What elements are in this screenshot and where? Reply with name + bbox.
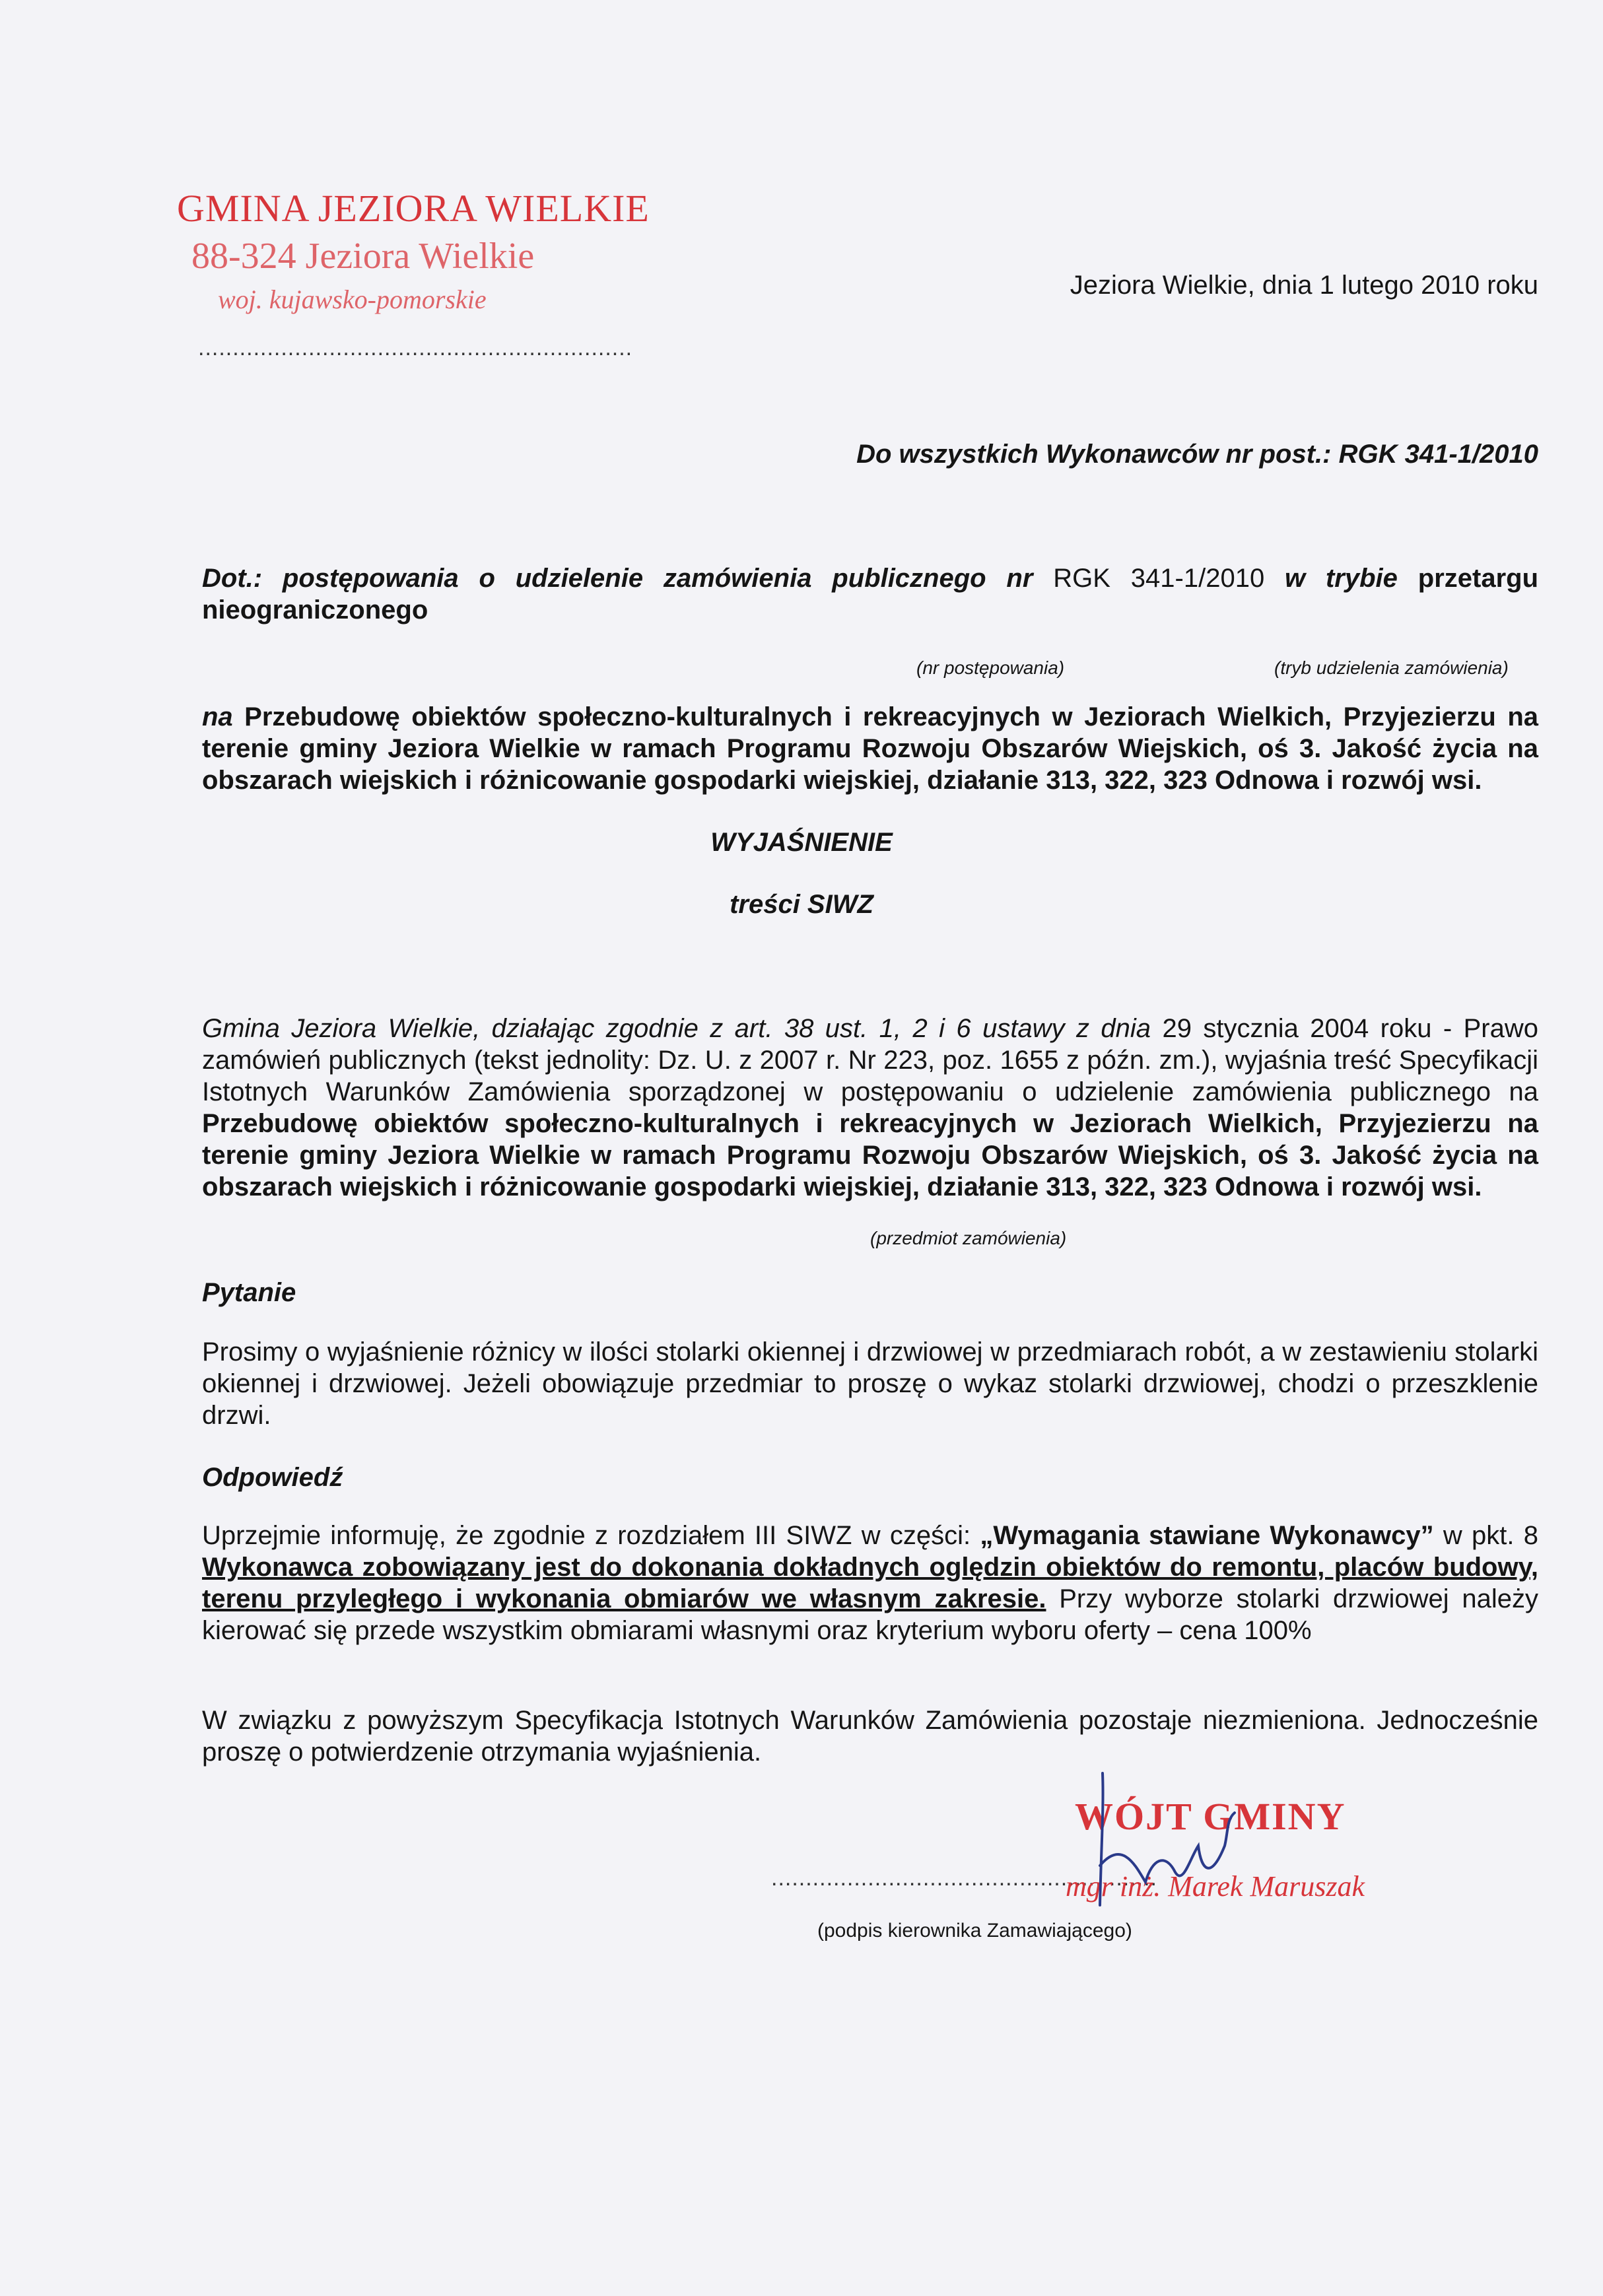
recipient-line: Do wszystkich Wykonawców nr post.: RGK 341-1/2010 <box>856 440 1538 469</box>
stamp-mayor-title: WÓJT GMINY <box>1075 1795 1346 1838</box>
subject-part-3: w trybie <box>1285 564 1398 593</box>
answer-obligation: Wykonawca zobowiązany jest do dokonania dokładnych oględzin obiektów do remontu, placów budowy, terenu przyległego i wykonania obmiarów we własnym zakresie. <box>202 1553 1538 1613</box>
main-part-1: Gmina Jeziora Wielkie, działając zgodnie z art. 38 ust. 1, 2 i 6 ustawy z dnia <box>202 1014 1151 1043</box>
project-prefix: na <box>202 702 233 731</box>
stamp-mayor-name: mgr inż. Marek Maruszak <box>1066 1870 1365 1903</box>
subject-matter-caption: (przedmiot zamówienia) <box>870 1228 1067 1248</box>
subject-part-1: Dot.: postępowania o udzielenie zamówienia publicznego nr <box>202 564 1033 593</box>
project-description: Przebudowę obiektów społeczno-kulturalnych i rekreacyjnych w Jeziorach Wielkich, Przyjezierzu na terenie gminy Jeziora Wielkie w ramach Programu Rozwoju Obszarów Wiejskich, oś 3. Jakość życia na obszarach wiejskich i różnicowanie gospodarki wiejskiej, działanie 313, 322, 323 Odnowa i rozwój wsi. <box>202 702 1538 795</box>
handwritten-signature <box>1070 1767 1281 1918</box>
stamp-postal-address: 88-324 Jeziora Wielkie <box>191 236 535 277</box>
signature-dotted-line: ........................................................ <box>771 1866 1157 1891</box>
answer-part-5: Przy wyborze stolarki drzwiowej należy kierować się przede wszystkim obmiarami własnymi oraz kryterium wyboru oferty – cena 100% <box>202 1584 1538 1645</box>
header-dotted-line: ............................................................... <box>198 335 633 360</box>
procedure-mode-caption: (tryb udzielenia zamówienia) <box>1274 658 1509 678</box>
subject-paragraph <box>202 562 1538 626</box>
main-part-2: 29 stycznia 2004 roku - Prawo zamówień publicznych (tekst jednolity: Dz. U. z 2007 r. Nr 223, poz. 1655 z późn. zm.), wyjaśnia treść Specyfikacji Istotnych Warunków Zamówienia sporządzonej w postępowaniu o udzielenie zamówienia publicznego na <box>202 1014 1538 1106</box>
question-heading: Pytanie <box>202 1278 296 1307</box>
answer-section-name: „Wymagania stawiane Wykonawcy” <box>980 1521 1434 1550</box>
main-part-3: Przebudowę obiektów społeczno-kulturalnych i rekreacyjnych w Jeziorach Wielkich, Przyjezierzu na terenie gminy Jeziora Wielkie w ramach Programu Rozwoju Obszarów Wiejskich, oś 3. Jakość życia na obszarach wiejskich i różnicowanie gospodarki wiejskiej, działanie 313, 322, 323 Odnowa i rozwój wsi. <box>202 1109 1538 1201</box>
subject-case-number: RGK 341-1/2010 <box>1033 564 1285 593</box>
main-paragraph <box>202 1013 1538 1203</box>
project-paragraph <box>202 701 1538 796</box>
date-line: Jeziora Wielkie, dnia 1 lutego 2010 roku <box>1070 271 1538 300</box>
subject-procedure: przetargu nieograniczonego <box>202 564 1539 625</box>
signature-caption: (podpis kierownika Zamawiającego) <box>817 1920 1132 1941</box>
answer-paragraph <box>202 1520 1538 1646</box>
document-title: WYJAŚNIENIE <box>710 828 893 857</box>
case-number-caption: (nr postępowania) <box>916 658 1065 678</box>
stamp-municipality-name: GMINA JEZIORA WIELKIE <box>177 187 650 230</box>
answer-part-3: w pkt. 8 <box>1433 1521 1539 1550</box>
document-subtitle: treści SIWZ <box>730 890 873 919</box>
closing-paragraph: W związku z powyższym Specyfikacja Istotnych Warunków Zamówienia pozostaje niezmieniona. Jednocześnie proszę o potwierdzenie otrzymania wyjaśnienia. <box>202 1706 1538 1767</box>
answer-part-1: Uprzejmie informuję, że zgodnie z rozdziałem III SIWZ w części: <box>202 1521 980 1550</box>
question-text: Prosimy o wyjaśnienie różnicy w ilości stolarki okiennej i drzwiowej w przedmiarach robót, a w zestawieniu stolarki okiennej i drzwiowej. Jeżeli obowiązuje przedmiar to proszę o wykaz stolarki drzwiowej, chodzi o przeszklenie drzwi. <box>202 1337 1538 1430</box>
answer-heading: Odpowiedź <box>202 1463 343 1492</box>
stamp-voivodeship: woj. kujawsko-pomorskie <box>218 285 487 314</box>
